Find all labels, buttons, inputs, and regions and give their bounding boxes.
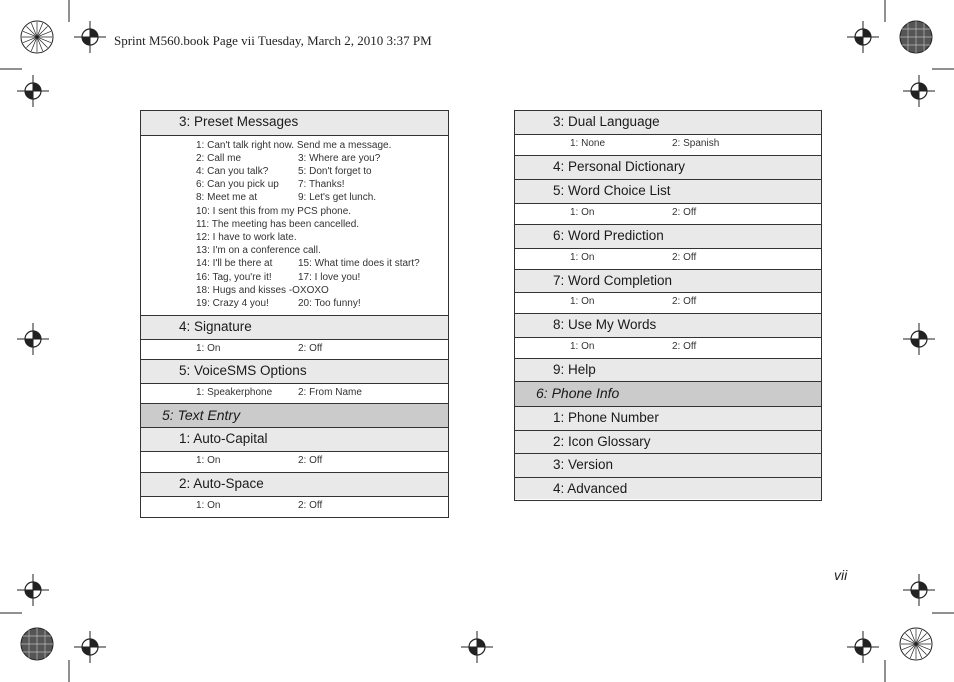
message-line: 19: Crazy 4 you! [196,298,269,309]
option-on: 1: On [196,343,221,354]
message-line: 3: Where are you? [298,153,381,164]
use-my-words-title: 8: Use My Words [553,317,657,332]
row-phone-number [515,406,821,430]
row-dual-language [515,111,821,134]
message-line: 2: Call me [196,153,242,164]
option-off: 2: Off [298,343,323,354]
message-line: 12: I have to work late. [196,232,297,243]
message-line: 6: Can you pick up [196,179,279,190]
dual-language-title: 3: Dual Language [553,114,660,129]
message-line: 16: Tag, you're it! [196,272,272,283]
voicesms-options [141,383,448,403]
option-on: 1: On [570,252,595,263]
option-off: 2: Off [672,296,697,307]
running-head: Sprint M560.book Page vii Tuesday, March 2, 2010 3:37 PM [114,33,432,48]
page-number: vii [834,567,848,583]
row-preset-messages [141,111,448,135]
icon-glossary-title: 2: Icon Glossary [553,434,651,449]
signature-title: 4: Signature [179,319,252,334]
word-completion-options [515,292,821,313]
option-off: 2: Off [672,207,697,218]
dual-language-options [515,134,821,155]
option-off: 2: Off [672,252,697,263]
row-voicesms-options [141,359,448,383]
option-on: 1: On [570,207,595,218]
phone-info-title: 6: Phone Info [536,385,620,401]
option-on: 1: On [196,500,221,511]
auto-capital-options [141,451,448,472]
version-title: 3: Version [553,457,614,472]
use-my-words-options [515,337,821,358]
text-entry-title: 5: Text Entry [162,407,241,423]
word-choice-list-options [515,203,821,224]
row-version [515,453,821,477]
option-off: 2: Off [298,500,323,511]
message-line: 8: Meet me at [196,192,258,203]
option-spanish: 2: Spanish [672,138,720,149]
option-on: 1: On [570,341,595,352]
word-completion-title: 7: Word Completion [553,273,673,288]
option-on: 1: On [196,455,221,466]
message-line: 4: Can you talk? [196,166,269,177]
option-off: 2: Off [672,341,697,352]
preset-messages-list [141,135,448,315]
row-auto-capital [141,427,448,451]
message-line: 18: Hugs and kisses -OXOXO [196,285,329,296]
message-line: 1: Can't talk right now. Send me a message. [196,140,392,151]
row-personal-dictionary [515,155,821,179]
row-word-prediction [515,224,821,248]
auto-capital-title: 1: Auto-Capital [179,431,268,446]
row-help [515,358,821,381]
personal-dictionary-title: 4: Personal Dictionary [553,159,686,174]
word-prediction-title: 6: Word Prediction [553,228,664,243]
message-line: 15: What time does it start? [298,258,420,269]
voicesms-title: 5: VoiceSMS Options [179,363,307,378]
right-menu-table [514,110,822,501]
row-word-choice-list [515,179,821,203]
option-none: 1: None [570,138,606,149]
row-use-my-words [515,313,821,337]
help-title: 9: Help [553,362,596,377]
option-from-name: 2: From Name [298,387,362,398]
row-signature [141,315,448,339]
phone-number-title: 1: Phone Number [553,410,659,425]
message-line: 5: Don't forget to [298,166,372,177]
left-menu-table [140,110,449,518]
option-speakerphone: 1: Speakerphone [196,387,273,398]
message-line: 11: The meeting has been cancelled. [196,219,360,230]
message-line: 7: Thanks! [298,179,345,190]
advanced-title: 4: Advanced [553,481,628,496]
message-line: 17: I love you! [298,272,361,283]
row-text-entry [141,403,448,427]
row-auto-space [141,472,448,496]
auto-space-options [141,496,448,516]
message-line: 10: I sent this from my PCS phone. [196,206,352,217]
option-off: 2: Off [298,455,323,466]
preset-messages-title: 3: Preset Messages [179,114,299,129]
row-phone-info [515,381,821,406]
signature-options [141,339,448,359]
message-line: 9: Let's get lunch. [298,192,377,203]
word-choice-list-title: 5: Word Choice List [553,183,671,198]
option-on: 1: On [570,296,595,307]
row-icon-glossary [515,430,821,453]
message-line: 20: Too funny! [298,298,361,309]
message-line: 14: I'll be there at [196,258,273,269]
auto-space-title: 2: Auto-Space [179,476,264,491]
word-prediction-options [515,248,821,269]
message-line: 13: I'm on a conference call. [196,245,321,256]
row-word-completion [515,269,821,292]
row-advanced [515,477,821,499]
